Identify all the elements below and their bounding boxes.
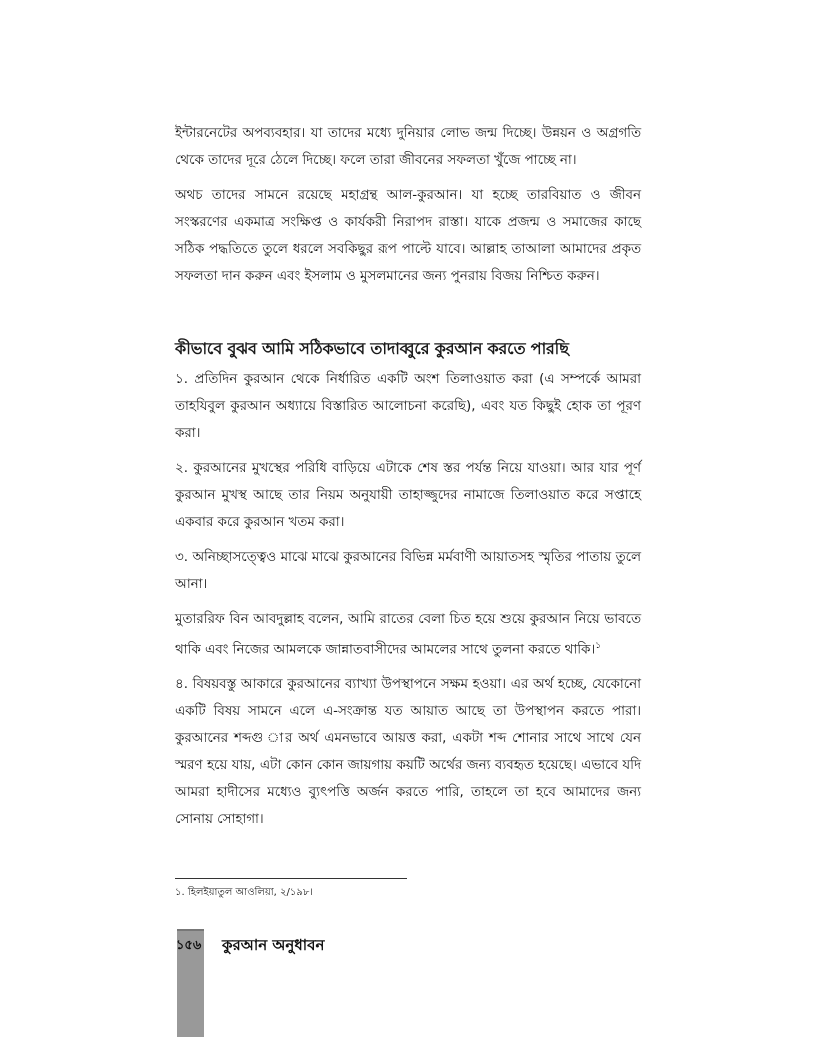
section-heading: কীভাবে বুঝব আমি সঠিকভাবে তাদাব্বুরে কুরআন করতে পারছি [175,339,569,358]
paragraph-quran-path: অথচ তাদের সামনে রয়েছে মহাগ্রন্থ আল-কুরআন। যা হচ্ছে তারবিয়াত ও জীবন সংস্করণের একমাত্র সংক্ষিপ্ত ও কার্যকরী নিরাপদ রাস্তা। যাকে প্রজন্ম ও সমাজের কাছে সঠিক পদ্ধতিতে তুলে ধরলে সবকিছুর রূপ পাল্টে যাবে। আল্লাহ তাআলা আমাদের প্রকৃত সফলতা দান করুন এবং ইসলাম ও মুসলমানের জন্য পুনরায় বিজয় নিশ্চিত করুন। [175,188,641,284]
point-3: ৩. অনিচ্ছাসত্ত্বেও মাঝে মাঝে কুরআনের বিভিন্ন মর্মবাণী আয়াতসহ স্মৃতির পাতায় তুলে আনা। [175,550,641,592]
footnote-divider [175,878,407,879]
section-gap [175,298,641,334]
page-number: ১৫৬ [176,938,202,953]
point-2: ২. কুরআনের মুখস্থের পরিধি বাড়িয়ে এটাকে শেষ স্তর পর্যন্ত নিয়ে যাওয়া। আর যার পূর্ণ কুরআন মুখস্থ আছে তার নিয়ম অনুযায়ী তাহাজ্জুদের নামাজে তিলাওয়াত করে সপ্তাহে একবার করে কুরআন খতম করা। [175,461,641,530]
footer-accent-line [177,929,204,931]
point-4: ৪. বিষয়বস্তু আকারে কুরআনের ব্যাখ্যা উপস্থাপনে সক্ষম হওয়া। এর অর্থ হচ্ছে, যেকোনো একটি বিষয় সামনে এলে এ-সংক্রান্ত যত আয়াত আছে তা উপস্থাপন করতে পারা। কুরআনের শব্দগু ার অর্থ এমনভাবে আয়ত্ত করা, একটা শব্দ শোনার সাথে সাথে যেন স্মরণ হয়ে যায়, এটা কোন কোন জায়গায় কয়টি অর্থের জন্য ব্যবহৃত হয়েছে। এভাবে যদি আমরা হাদীসের মধ্যেও ব্যুৎপত্তি অর্জন করতে পারি, তাহলে তা হবে আমাদের জন্য সোনায় সোহাগা। [175,677,641,828]
paragraph-intro: ইন্টারনেটের অপব্যবহার। যা তাদের মধ্যে দুনিয়ার লোভ জন্ম দিচ্ছে। উন্নয়ন ও অগ্রগতি থেকে তাদের দূরে ঠেলে দিচ্ছে। ফলে তারা জীবনের সফলতা খুঁজে পাচ্ছে না। [175,126,641,168]
mutarrif-quote [175,606,641,663]
mutarrif-quote-text: মুতাররিফ বিন আবদুল্লাহ বলেন, আমি রাতের বেলা চিত হয়ে শুয়ে কুরআন নিয়ে ভাবতে থাকি এবং নিজের আমলকে জান্নাতবাসীদের আমলের সাথে তুলনা করতে থাকি। [175,612,641,658]
page-body [175,120,641,841]
point-1: ১. প্রতিদিন কুরআন থেকে নির্ধারিত একটি অংশ তিলাওয়াত করা (এ সম্পর্কে আমরা তাহযিবুল কুরআন অধ্যায়ে বিস্তারিত আলোচনা করেছি), এবং যত কিছুই হোক তা পূরণ করা। [175,372,641,441]
book-title: কুরআন অনুধাবন [222,936,325,954]
footnote-marker[interactable]: ১ [595,641,602,651]
footnote: ১. হিলইয়াতুল আওলিয়া, ২/১৯৮। [175,887,313,898]
